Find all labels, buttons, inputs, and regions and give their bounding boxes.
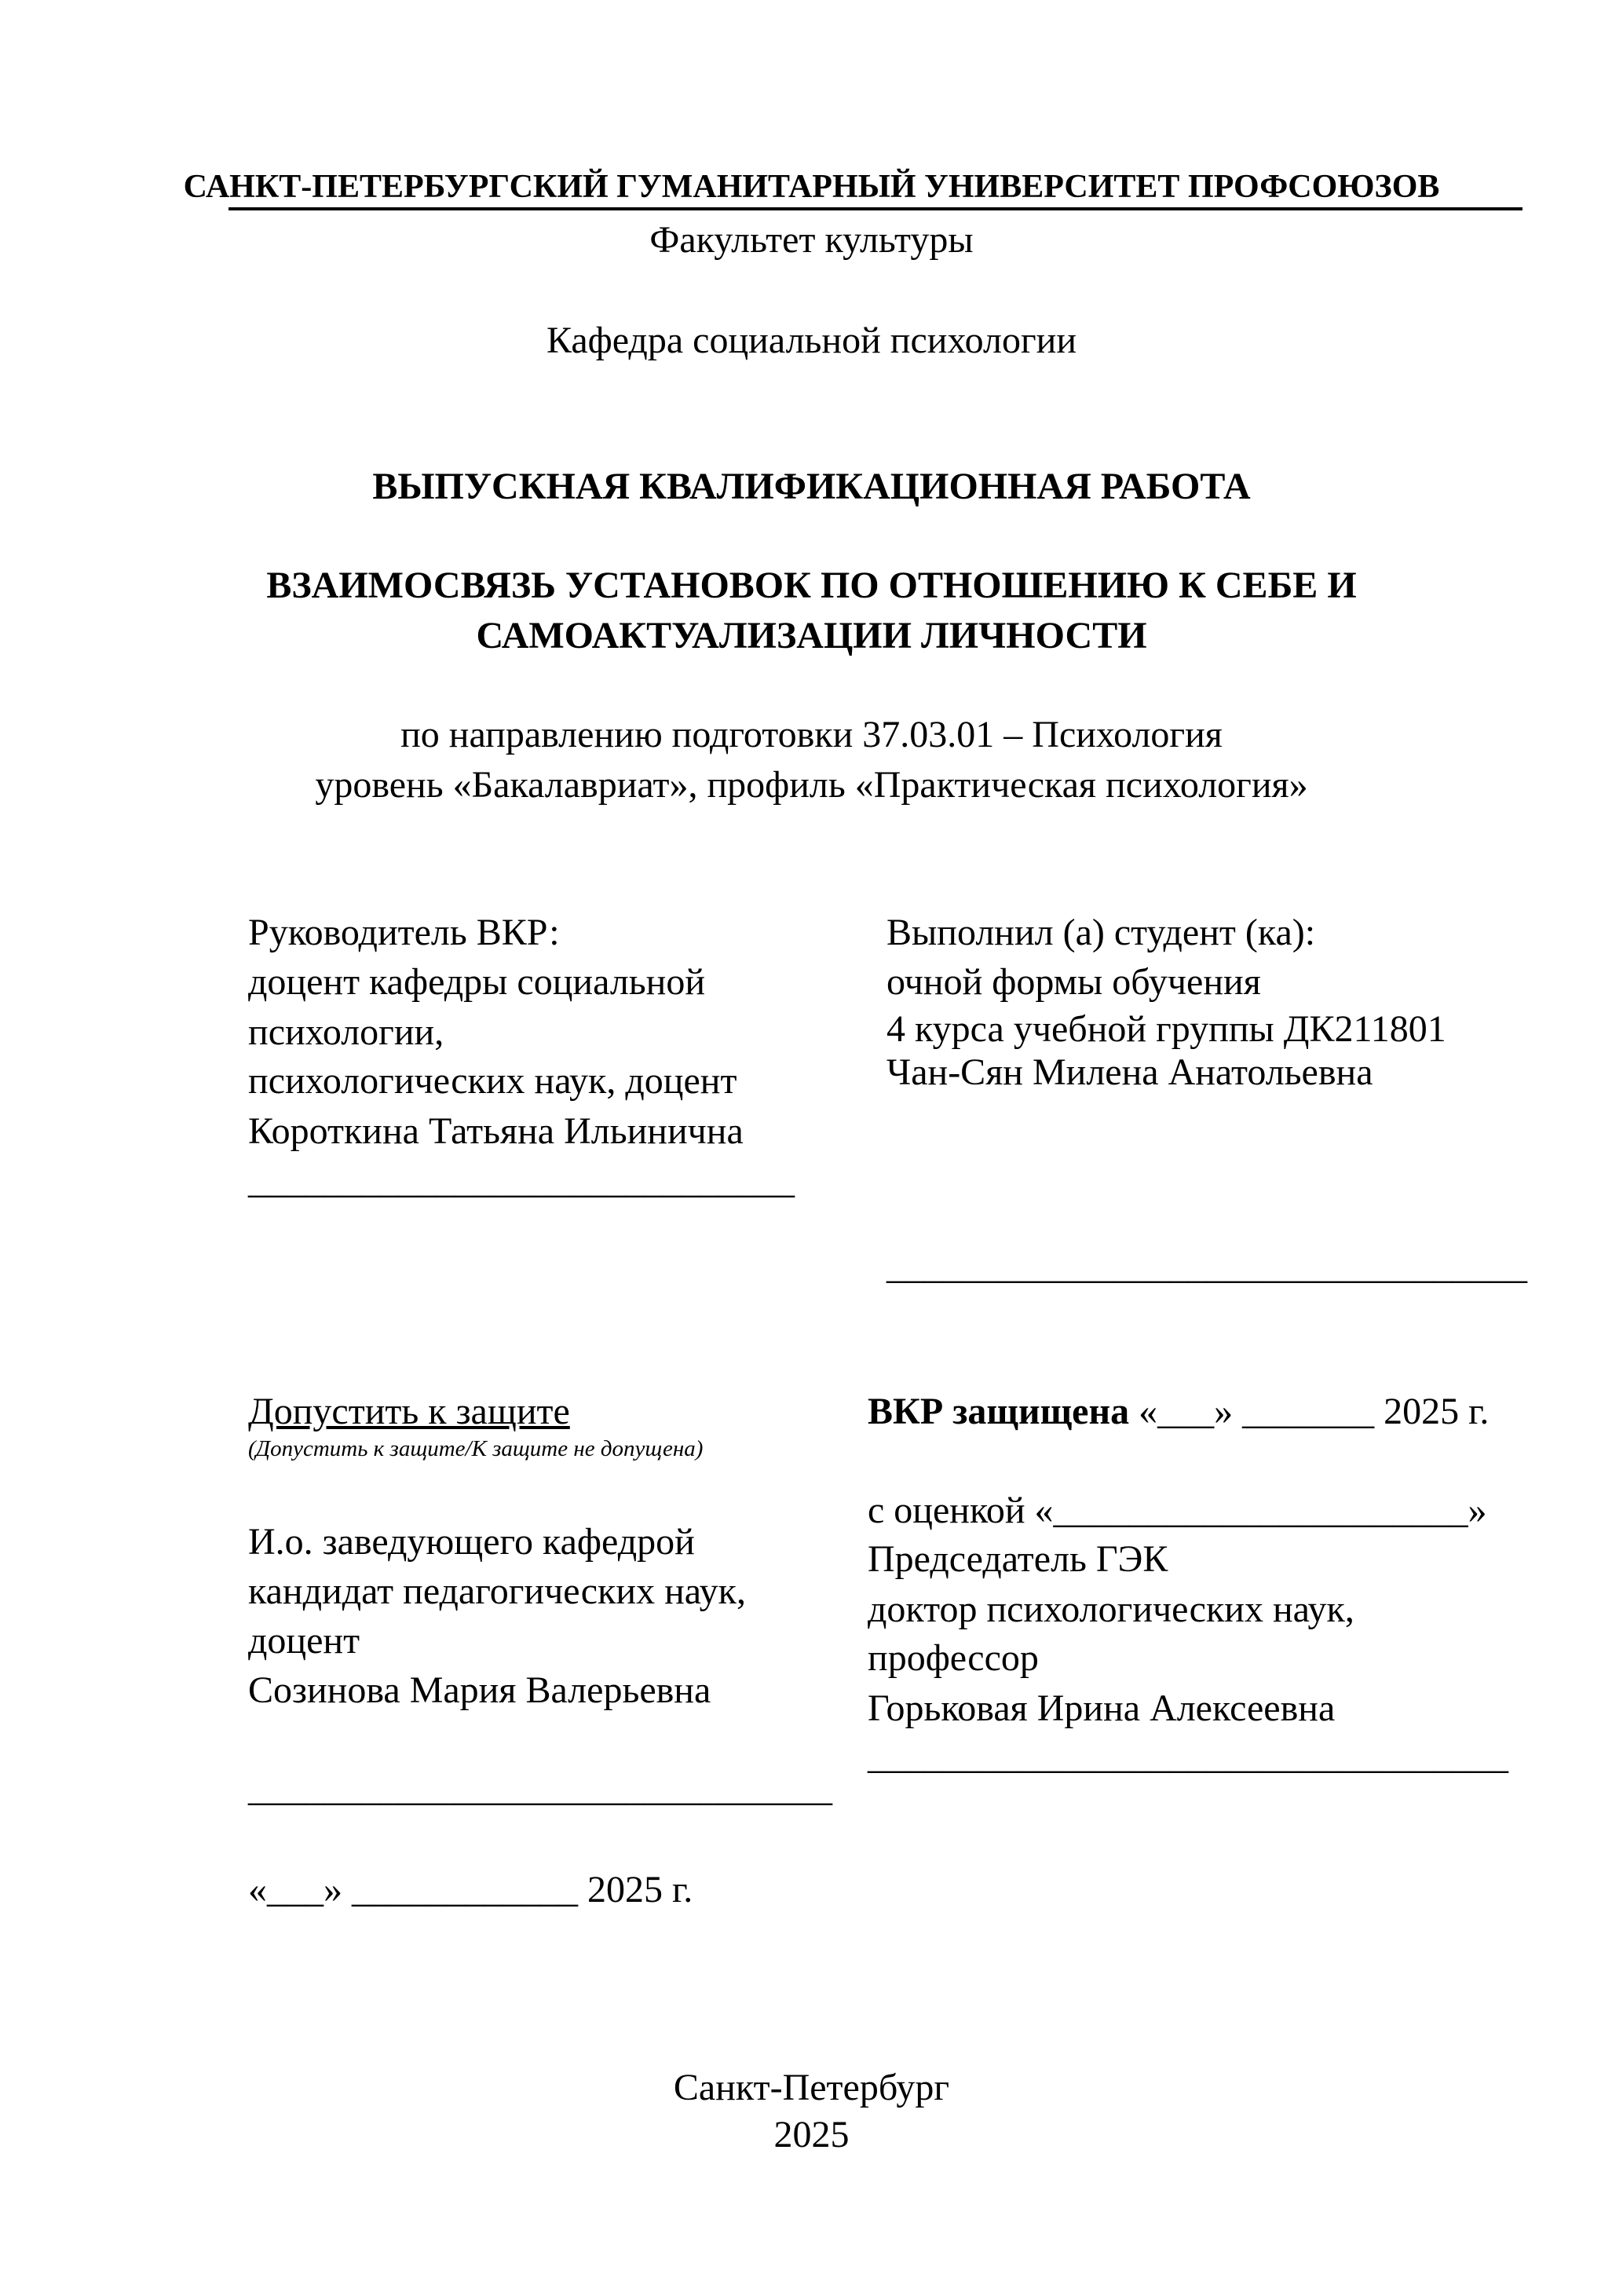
admission-date: «___» ____________ 2025 г. [248,1869,693,1910]
supervisor-line: психологических наук, доцент [248,1060,737,1102]
admission-hint: (Допустить к защите/К защите не допущена) [248,1436,704,1461]
head-signature-line: _______________________________ [248,1768,832,1809]
defense-date: «___» _______ 2025 г. [1129,1391,1490,1432]
head-line: кандидат педагогических наук, [248,1570,746,1612]
chair-line: доктор психологических наук, [868,1589,1354,1630]
chair-name: Горьковая Ирина Алексеевна [868,1687,1336,1729]
defense-grade: с оценкой «______________________» [868,1490,1487,1531]
student-line: 4 курса учебной группы ДК211801 [886,1008,1446,1050]
university-name: САНКТ-ПЕТЕРБУРГСКИЙ ГУМАНИТАРНЫЙ УНИВЕРСИТЕТ ПРОФСОЮЗОВ [183,169,1440,205]
topic-line-1: ВЗАИМОСВЯЗЬ УСТАНОВОК ПО ОТНОШЕНИЮ К СЕБЕ И [266,565,1357,606]
student-line: очной формы обучения [886,961,1261,1003]
header-rule [228,207,1522,210]
defense-label [868,1390,1489,1434]
student-signature-line: __________________________________ [886,1245,1527,1287]
level-profile: уровень «Бакалавриат», профиль «Практическая психология» [315,764,1308,806]
student-line: Выполнил (а) студент (ка): [886,912,1316,953]
direction: по направлению подготовки 37.03.01 – Психология [400,714,1223,755]
city: Санкт-Петербург [673,2067,950,2108]
faculty: Факультет культуры [649,219,974,261]
chair-signature-line: __________________________________ [868,1735,1508,1777]
department: Кафедра социальной психологии [546,320,1077,361]
admission-label: Допустить к защите [248,1391,570,1432]
supervisor-signature-line: _____________________________ [248,1160,795,1201]
supervisor-name: Короткина Татьяна Ильинична [248,1110,744,1152]
head-line: И.о. заведующего кафедрой [248,1521,695,1563]
work-type: ВЫПУСКНАЯ КВАЛИФИКАЦИОННАЯ РАБОТА [372,466,1251,507]
student-name: Чан-Сян Милена Анатольевна [886,1051,1373,1093]
supervisor-line: доцент кафедры социальной [248,961,706,1003]
head-line: доцент [248,1620,360,1662]
supervisor-line: Руководитель ВКР: [248,912,560,953]
year: 2025 [773,2114,850,2155]
head-name: Созинова Мария Валерьевна [248,1669,711,1711]
supervisor-line: психологии, [248,1011,444,1053]
topic-line-2: САМОАКТУАЛИЗАЦИИ ЛИЧНОСТИ [476,615,1147,656]
defense-label-bold: ВКР защищена [868,1391,1130,1432]
chair-line: профессор [868,1637,1039,1679]
chair-line: Председатель ГЭК [868,1538,1168,1580]
